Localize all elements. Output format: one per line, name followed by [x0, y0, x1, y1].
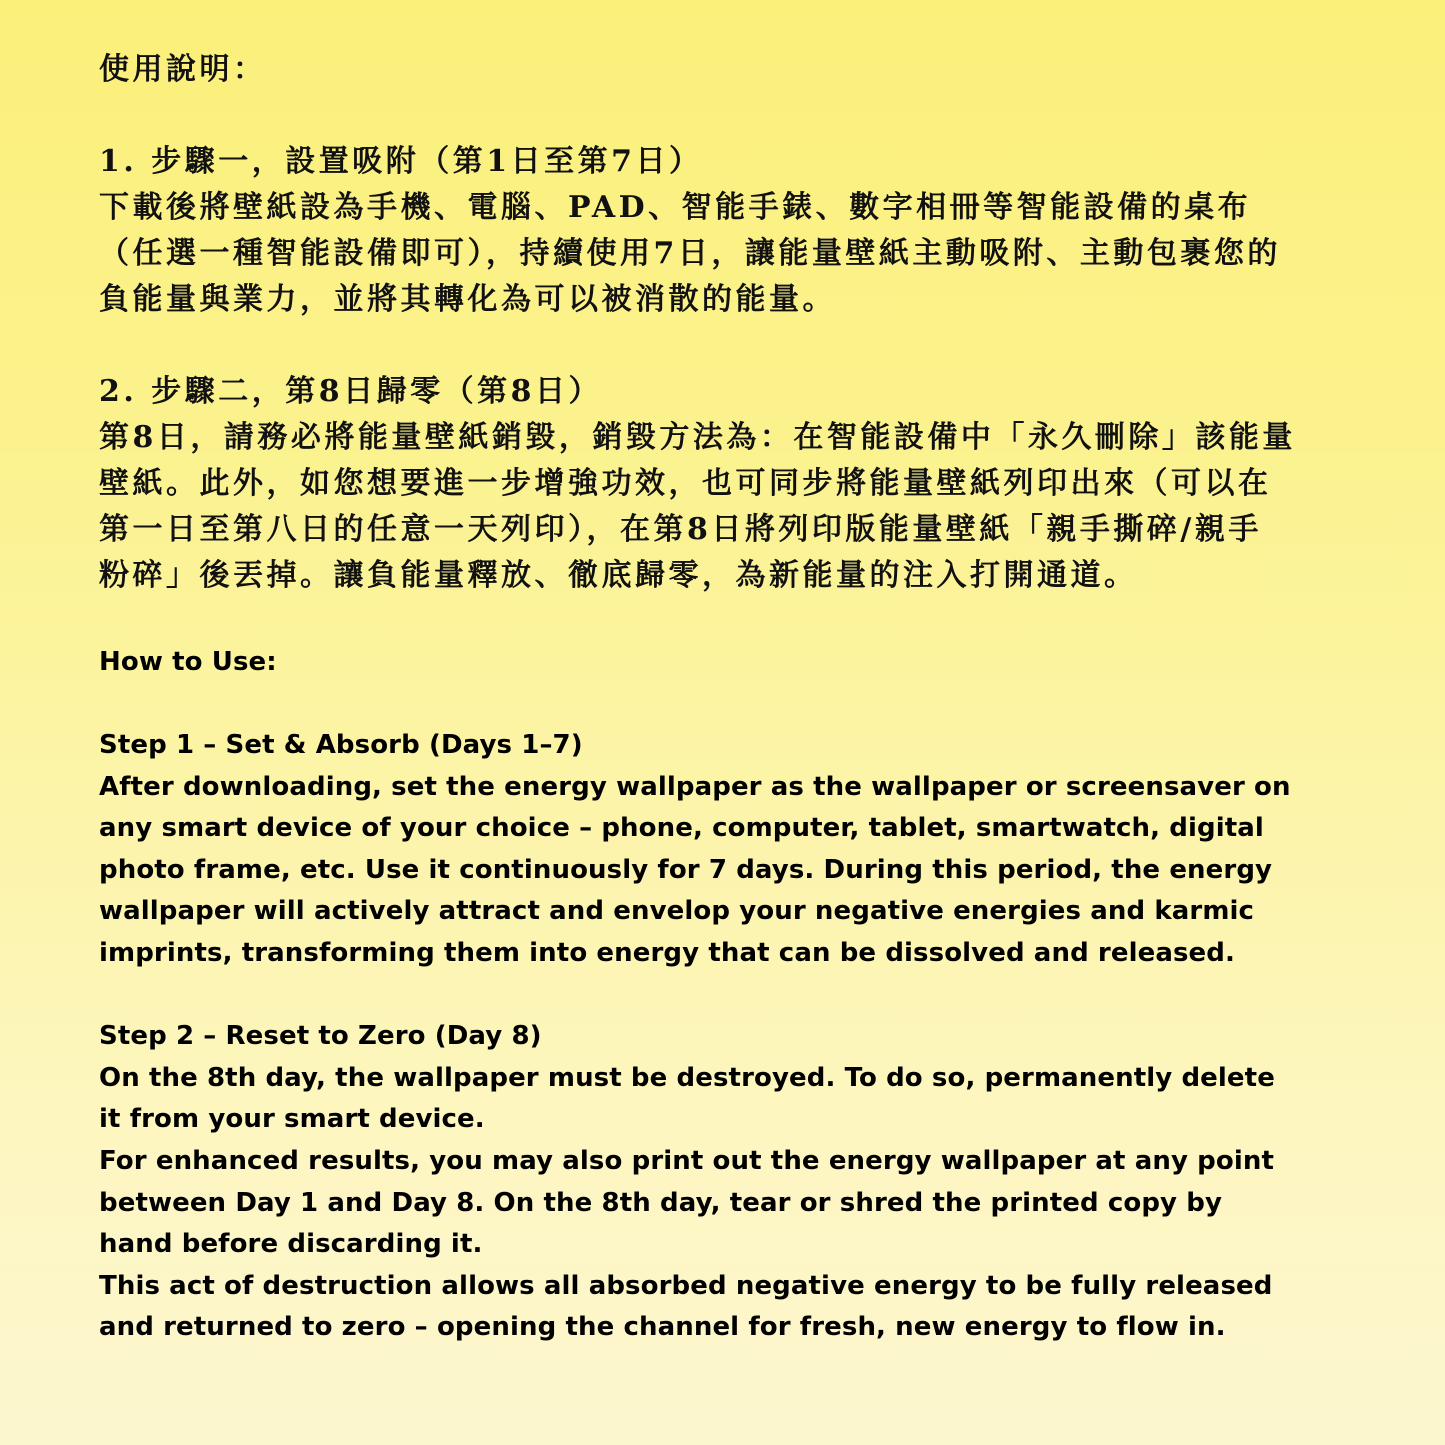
- en-step1-heading: Step 1 – Set & Absorb (Days 1–7): [99, 730, 583, 760]
- en-step1-line: After downloading, set the energy wallpaper as the wallpaper or screensaver on: [99, 771, 1291, 802]
- en-steps: [99, 725, 1364, 1349]
- chinese-section: [99, 47, 1385, 599]
- en-step1-body: [99, 767, 1364, 975]
- zh-step2-heading: 2. 步驟二，第8日歸零（第8日）: [99, 374, 603, 409]
- zh-step2-line: 壁紙。此外，如您想要進一步增強功效，也可同步將能量壁紙列印出來（可以在: [99, 466, 1272, 501]
- en-step2-line: and returned to zero – opening the channel for fresh, new energy to flow in.: [99, 1312, 1226, 1343]
- en-step2-heading: Step 2 – Reset to Zero (Day 8): [99, 1021, 542, 1052]
- zh-step1-body: [99, 185, 1369, 323]
- en-step2-line: between Day 1 and Day 8. On the 8th day, tear or shred the printed copy by: [99, 1187, 1223, 1218]
- zh-step2-line: 第一日至第八日的任意一天列印），在第8日將列印版能量壁紙「親手撕碎/親手: [99, 512, 1262, 547]
- en-step1-line: any smart device of your choice – phone, computer, tablet, smartwatch, digital: [99, 813, 1264, 844]
- zh-step1-heading: 1. 步驟一，設置吸附（第1日至第7日）: [99, 144, 703, 179]
- en-title: How to Use:: [99, 647, 277, 677]
- en-step2-line: hand before discarding it.: [99, 1229, 483, 1260]
- zh-step2-line: 第8日，請務必將能量壁紙銷毀，銷毀方法為：在智能設備中「永久刪除」該能量: [99, 420, 1296, 455]
- zh-step1-line: （任選一種智能設備即可），持續使用7日，讓能量壁紙主動吸附、主動包裹您的: [99, 236, 1281, 271]
- en-step2-line: On the 8th day, the wallpaper must be destroyed. To do so, permanently delete: [99, 1062, 1275, 1093]
- zh-step1-line: 下載後將壁紙設為手機、電腦、PAD、智能手錶、數字相冊等智能設備的桌布: [99, 190, 1252, 225]
- zh-step2-body: [99, 415, 1374, 599]
- en-step2-body: [99, 1058, 1364, 1349]
- zh-title: 使用說明：: [99, 52, 267, 87]
- en-step1-line: photo frame, etc. Use it continuously for 7 days. During this period, the energy: [99, 854, 1273, 885]
- zh-step1-line: 負能量與業力，並將其轉化為可以被消散的能量。: [99, 282, 836, 317]
- en-step2-line: For enhanced results, you may also print out the energy wallpaper at any point: [99, 1145, 1274, 1176]
- en-step2-line: it from your smart device.: [99, 1104, 485, 1135]
- en-step2-line: This act of destruction allows all absorbed negative energy to be fully released: [99, 1270, 1273, 1301]
- en-step1-line: wallpaper will actively attract and envelop your negative energies and karmic: [99, 896, 1255, 927]
- en-step1-line: imprints, transforming them into energy that can be dissolved and released.: [99, 937, 1235, 968]
- zh-step2-line: 粉碎」後丟掉。讓負能量釋放、徹底歸零，為新能量的注入打開通道。: [99, 558, 1138, 593]
